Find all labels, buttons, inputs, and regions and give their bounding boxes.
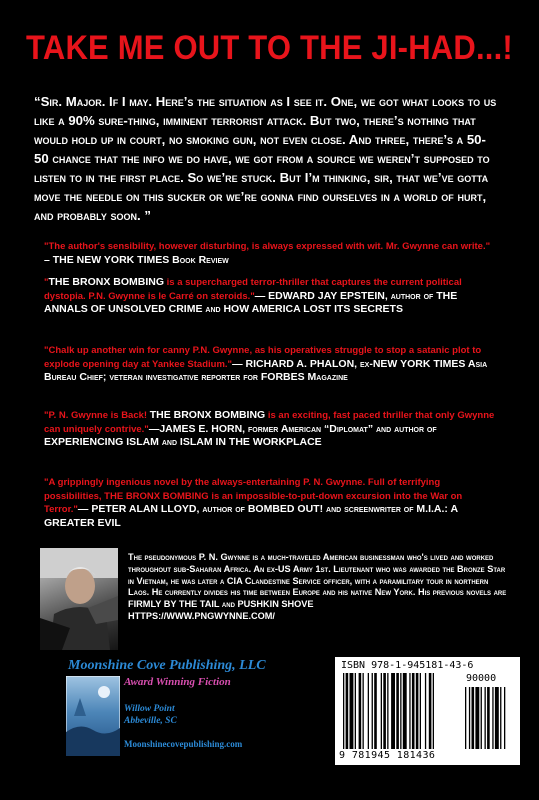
review-attribution: — PETER ALAN LLOYD, author of BOMBED OUT! and screenwriter of M.I.A.: A GREATER EVIL (44, 503, 458, 529)
barcode-bar (387, 673, 388, 749)
publisher-location (124, 703, 177, 727)
author-website: HTTPS://WWW.PNGWYNNE.COM/ (128, 610, 275, 621)
publisher-tagline: Award Winning Fiction (124, 676, 231, 688)
barcode-addon-bar (469, 687, 470, 749)
barcode-addon-bar (495, 687, 499, 749)
review-attribution: – THE NEW YORK TIMES Book Review (44, 253, 229, 266)
barcode-bar (372, 673, 373, 749)
publisher-url: Moonshinecovepublishing.com (124, 739, 243, 749)
isbn-barcode (335, 657, 520, 765)
publisher-location-line2: Abbeville, SC (124, 716, 177, 726)
barcode-addon-bar (472, 687, 475, 749)
barcode-addon-bar (504, 687, 505, 749)
review-phalon (44, 344, 498, 385)
barcode-bar (391, 673, 395, 749)
publisher-location-line1: Willow Point (124, 704, 175, 714)
excerpt-quote: “Sir. Major. If I may. Here’s the situation as I see it. One, we got what looks to us like a 90% sure-thing, imminent terrorist attack. But two, there’s nothing that would hold up in court, no smoking gun, not even close. And three, there’s a 50-50 chance that the info we do have, we got from a source we weren’t supposed to listen to in the first place. So we’re stuck. But I’m thinking, sir, that we’ve gotta move the needle on this sucker or we’re gonna find ourselves in a world of hurt, and probably soon. ” (34, 94, 497, 223)
barcode-bar (420, 673, 421, 749)
review-text: "A grippingly ingenious novel by the always-entertaining P. N. Gwynne. Full of terrifying possibilities, THE BRONX BOMBING is an impossible-to-put-down excursion into the War on Terror." (44, 477, 463, 515)
author-photo-image (40, 548, 118, 650)
author-bio (128, 552, 508, 623)
author-bio-text: The pseudonymous P. N. Gwynne is a much-traveled American businessman who's lived and worked throughout sub-Saharan Africa. An ex-US Army 1st. Lieutenant who was awarded the Bronze Star in Vietnam, he was later a CIA Clandestine Service officer, with a paramilitary tour in northern Laos. He currently divides his time between Europe and his native New York. His previous novels are FIRMLY BY THE TAIL and PUSHKIN SHOVE (128, 552, 507, 610)
barcode-bar (343, 673, 344, 749)
headline: TAKE ME OUT TO THE JI-HAD...! (26, 28, 513, 67)
review-text: is an exciting, fast paced thriller that only Gwynne can uniquely contrive." (44, 410, 495, 435)
review-nyt (44, 240, 498, 267)
barcode-bar (433, 673, 434, 749)
barcode-bar (412, 673, 415, 749)
review-attribution: —JAMES E. HORN, former American “Diplomat” and author of EXPERIENCING ISLAM and ISLAM IN THE WORKPLACE (44, 422, 437, 448)
review-horn (44, 409, 498, 450)
barcode-addon-bar (481, 687, 482, 749)
publisher-logo-image (66, 676, 120, 756)
barcode-bar (416, 673, 419, 749)
barcode-bar (400, 673, 401, 749)
barcode-addon-number: 90000 (466, 673, 497, 684)
barcode-addon-bar (475, 687, 479, 749)
barcode-bar (429, 673, 432, 749)
review-epstein (44, 276, 498, 317)
author-photo (40, 548, 118, 650)
review-text-lead: " (44, 277, 49, 288)
barcode-bar (368, 673, 369, 749)
barcode-addon-bar (487, 687, 490, 749)
barcode-bar (359, 673, 362, 749)
review-book-title: THE BRONX BOMBING (48, 276, 165, 288)
barcode-addon-bar (500, 687, 501, 749)
barcode-bar (374, 673, 377, 749)
barcode-addon-bar (492, 687, 493, 749)
barcode-bar (383, 673, 386, 749)
barcode-addon-bar (465, 687, 466, 749)
review-book-title: THE BRONX BOMBING (149, 409, 266, 421)
review-attribution: — RICHARD A. PHALON, ex-NEW YORK TIMES Asia Bureau Chief; veteran investigative reporter for FORBES Magazine (44, 357, 488, 383)
review-lloyd (44, 476, 498, 530)
barcode-ean-number: 9 781945 181436 (339, 750, 436, 761)
review-text-lead: "P. N. Gwynne is Back! (44, 410, 150, 421)
barcode-bar (346, 673, 349, 749)
publisher-logo-art (66, 676, 120, 756)
barcode-bar (355, 673, 356, 749)
review-text: is a supercharged terror-thriller that captures the current political dystopia. P.N. Gwynne is le Carré on steroids." (44, 277, 462, 302)
isbn-label: ISBN 978-1-945181-43-6 (341, 660, 474, 671)
barcode-bar (409, 673, 410, 749)
barcode-bar (381, 673, 382, 749)
review-attribution: — EDWARD JAY EPSTEIN, author of THE ANNALS OF UNSOLVED CRIME and HOW AMERICA LOST ITS SECRETS (44, 289, 458, 315)
review-text: "Chalk up another win for canny P.N. Gwynne, as his operatives struggle to stop a satanic plot to explode opening day at Yankee Stadium." (44, 345, 482, 370)
barcode-bar (350, 673, 354, 749)
barcode-bar (425, 673, 426, 749)
publisher-block (68, 658, 298, 674)
barcode-bar (396, 673, 399, 749)
review-text: "The author's sensibility, however disturbing, is always expressed with wit. Mr. Gwynne can write." (44, 241, 491, 252)
barcode-addon-bar (485, 687, 486, 749)
publisher-name: Moonshine Cove Publishing, LLC (68, 658, 266, 673)
barcode-bar (363, 673, 364, 749)
barcode-bar (403, 673, 407, 749)
